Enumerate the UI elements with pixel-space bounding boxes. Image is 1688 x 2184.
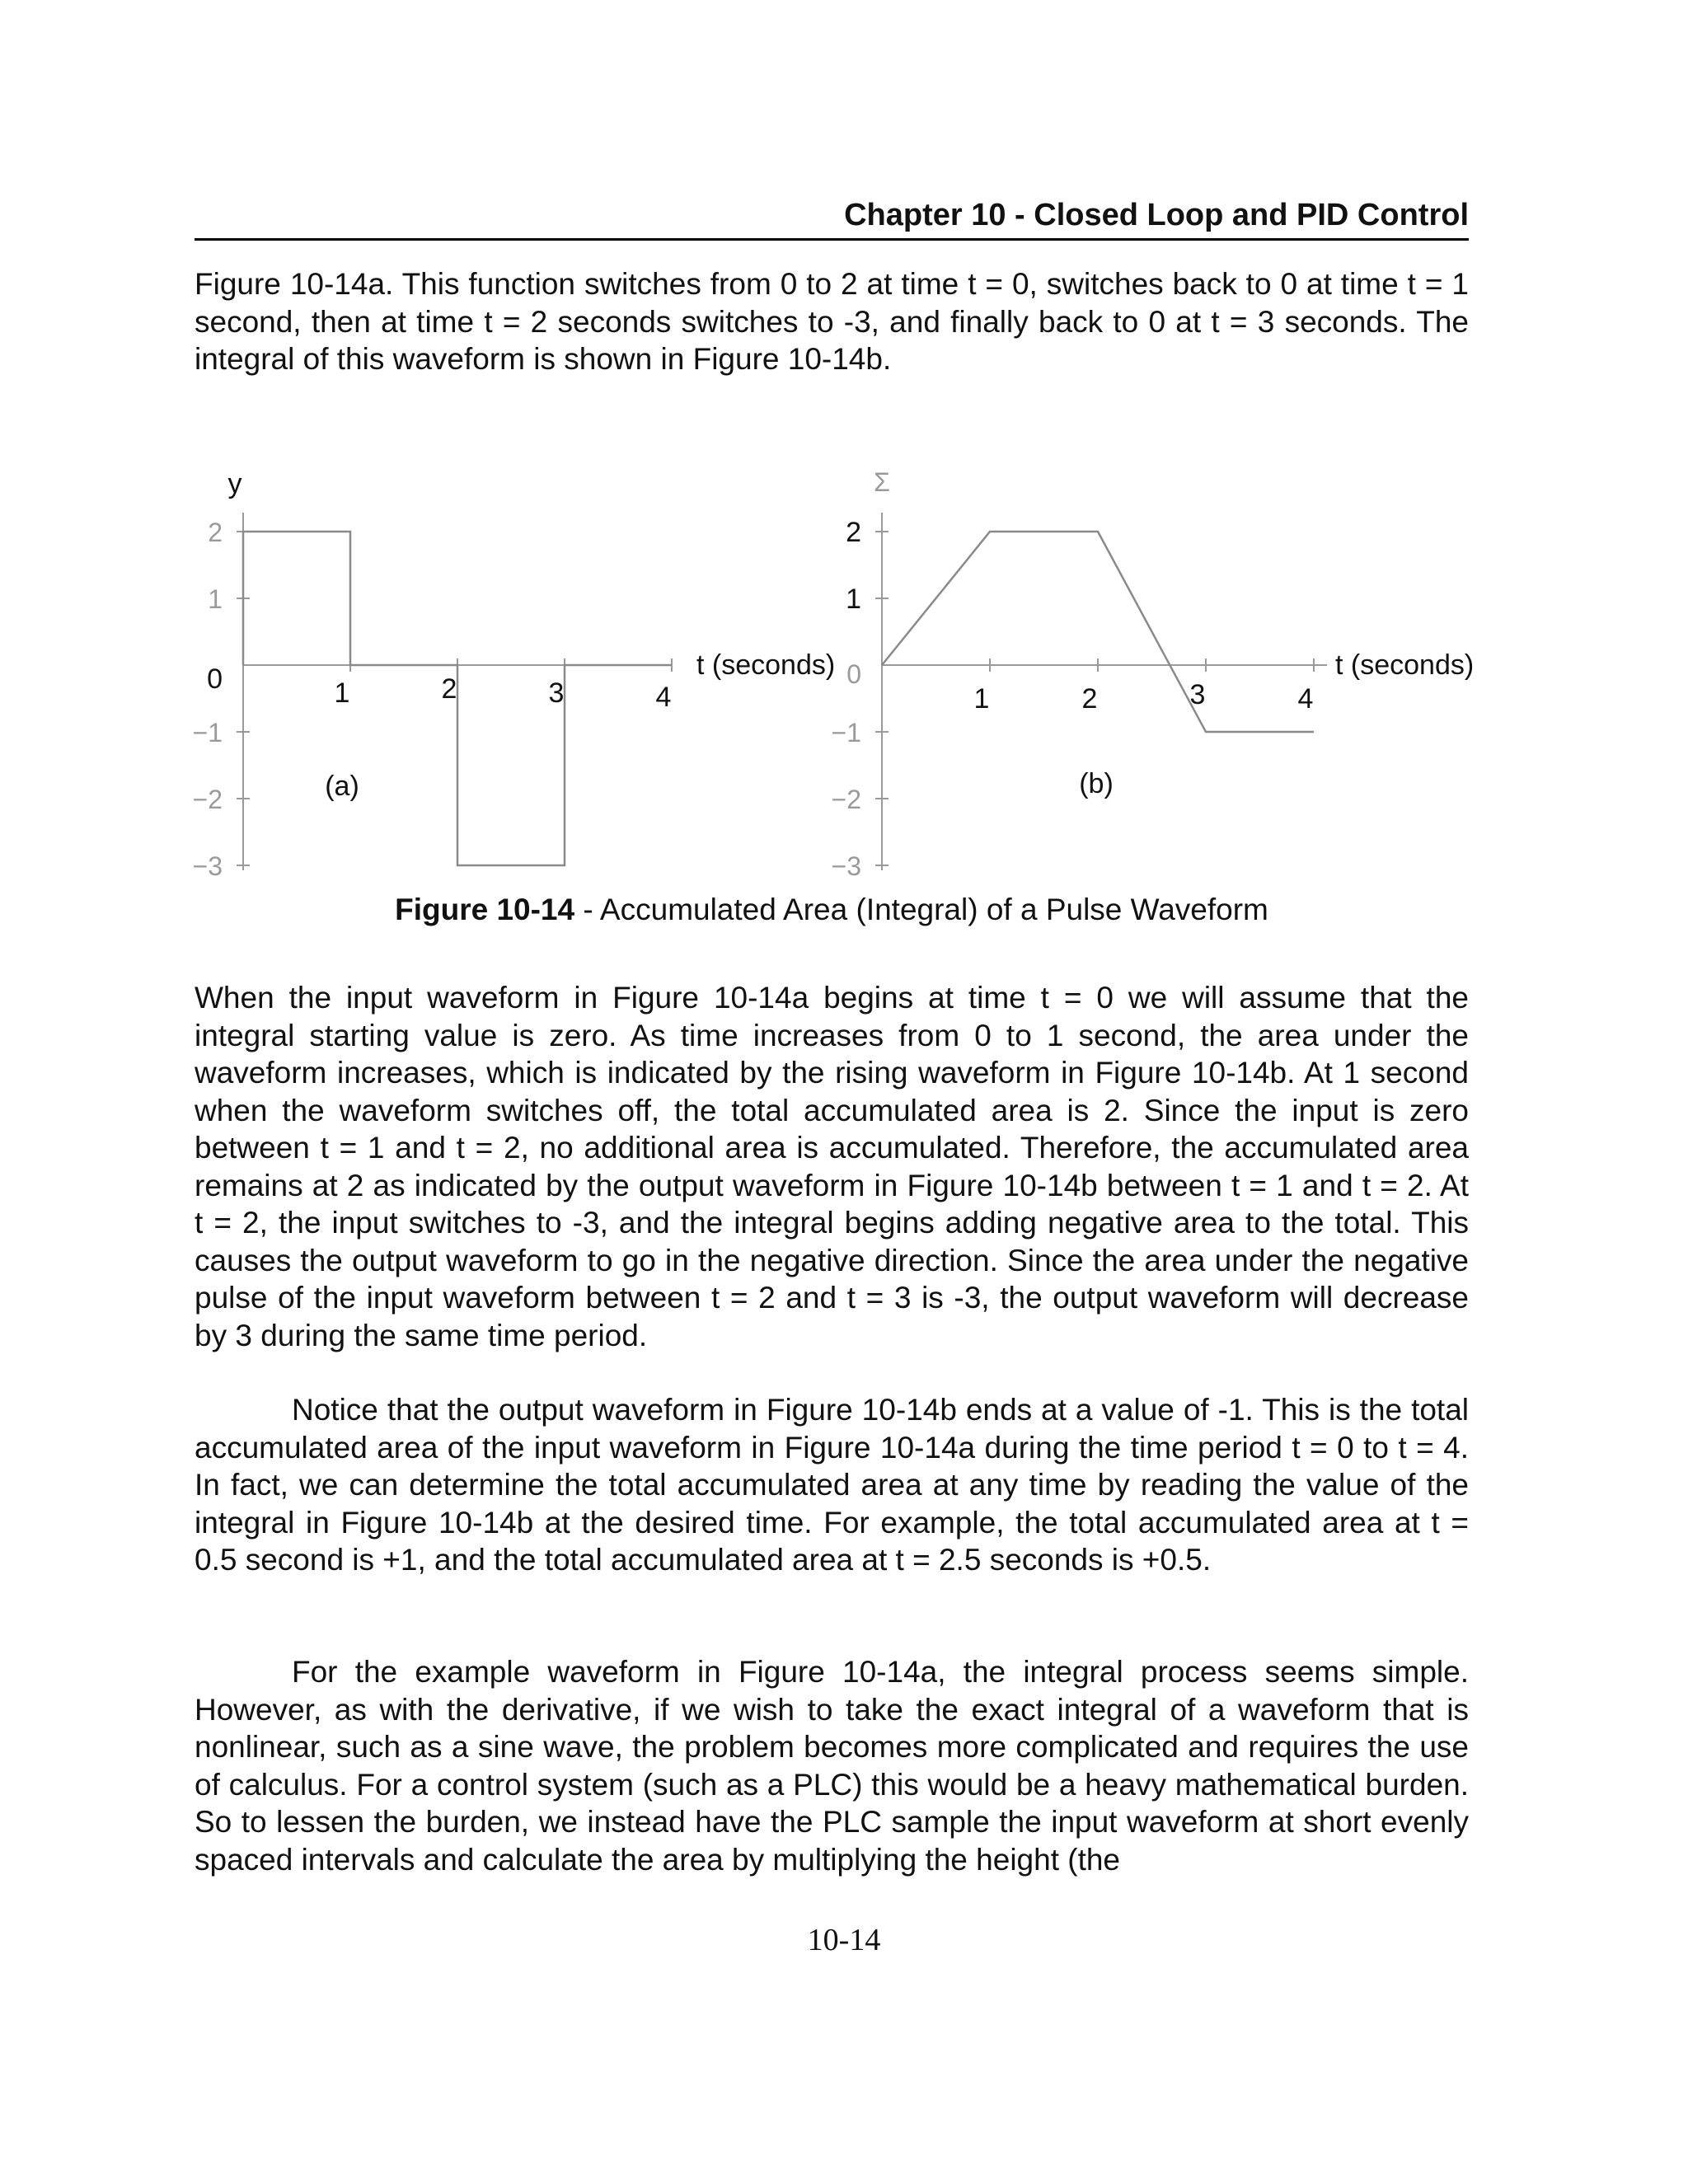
intro-paragraph: Figure 10-14a. This function switches from 0 to 2 at time t = 0, switches back to 0 at time t = 1 second, then at time t = 2 seconds switches to -3, and finally back to 0 at t = 3 seconds. The integral of this waveform is shown in Figure 10-14b.	[195, 267, 1469, 376]
waveform-line	[882, 532, 1314, 732]
y-tick-label: −3	[831, 851, 861, 881]
figure-caption-text: - Accumulated Area (Integral) of a Pulse Waveform	[574, 893, 1268, 926]
figure-caption	[195, 893, 1469, 927]
x-tick-label: 4	[655, 682, 672, 713]
figure-10-14	[0, 445, 1688, 890]
x-tick-label: 4	[1297, 683, 1314, 715]
y-tick-label: 1	[208, 584, 223, 614]
chapter-header: Chapter 10 - Closed Loop and PID Control	[195, 198, 1469, 241]
y-tick-label: −1	[831, 718, 861, 748]
chart-a	[193, 468, 836, 881]
x-tick-label: 1	[334, 677, 350, 709]
y-tick-label: −2	[192, 785, 223, 814]
y-tick-label: 2	[846, 517, 861, 548]
subfigure-label: (b)	[1079, 768, 1114, 799]
waveform-line	[243, 532, 672, 865]
y-tick-label: 2	[208, 518, 223, 547]
subfigure-label: (a)	[325, 771, 359, 802]
chart-b	[832, 467, 1475, 881]
figure-caption-label: Figure 10-14	[395, 893, 575, 926]
body-paragraph-1: When the input waveform in Figure 10-14a begins at time t = 0 we will assume that the integral starting value is zero. As time increases from 0 to 1 second, the area under the waveform increases, which is indicated by the rising waveform in Figure 10-14b. At 1 second when the waveform switches off, the total accumulated area is 2. Since the input is zero between t = 1 and t = 2, no additional area is accumulated. Therefore, the accumulated area remains at 2 as indicated by the output waveform in Figure 10-14b between t = 1 and t = 2. At t = 2, the input switches to -3, and the integral begins adding negative area to the total. This causes the output waveform to go in the negative direction. Since the area under the negative pulse of the input waveform between t = 2 and t = 3 is -3, the output waveform will decrease by 3 during the same time period.	[195, 981, 1469, 1352]
x-tick-label: 3	[1189, 679, 1206, 710]
y-tick-label: −2	[831, 785, 861, 814]
x-tick-label: 3	[548, 677, 565, 709]
x-tick-label: 2	[441, 673, 457, 705]
body-paragraph-3: For the example waveform in Figure 10-14a, the integral process seems simple. However, as with the derivative, if we wish to take the exact integral of a waveform that is nonlinear, such as a sine wave, the problem becomes more complicated and requires the use of calculus. For a control system (such as a PLC) this would be a heavy mathematical burden. So to lessen the burden, we instead have the PLC sample the input waveform at short evenly spaced intervals and calculate the area by multiplying the height (the	[195, 1655, 1469, 1877]
y-tick-label: −3	[192, 851, 223, 881]
x-axis-label: t (seconds)	[1335, 649, 1475, 681]
y-axis-label: y	[227, 468, 242, 499]
page-number: 10-14	[807, 1923, 881, 1957]
y-tick-label: 1	[846, 583, 861, 615]
y-tick-label: −1	[192, 718, 223, 748]
x-tick-label: 1	[973, 683, 990, 715]
y-axis-label: Σ	[874, 467, 890, 497]
body-paragraph-2: Notice that the output waveform in Figure 10-14b ends at a value of -1. This is the total accumulated area of the input waveform in Figure 10-14a during the time period t = 0 to t = 4. In fact, we can determine the total accumulated area at any time by reading the value of the integral in Figure 10-14b at the desired time. For example, the total accumulated area at t = 0.5 second is +1, and the total accumulated area at t = 2.5 seconds is +0.5.	[195, 1393, 1469, 1577]
y-tick-label: 0	[846, 659, 861, 689]
x-axis-label: t (seconds)	[696, 649, 836, 681]
y-tick-label: 0	[207, 663, 223, 695]
x-tick-label: 2	[1081, 683, 1098, 715]
